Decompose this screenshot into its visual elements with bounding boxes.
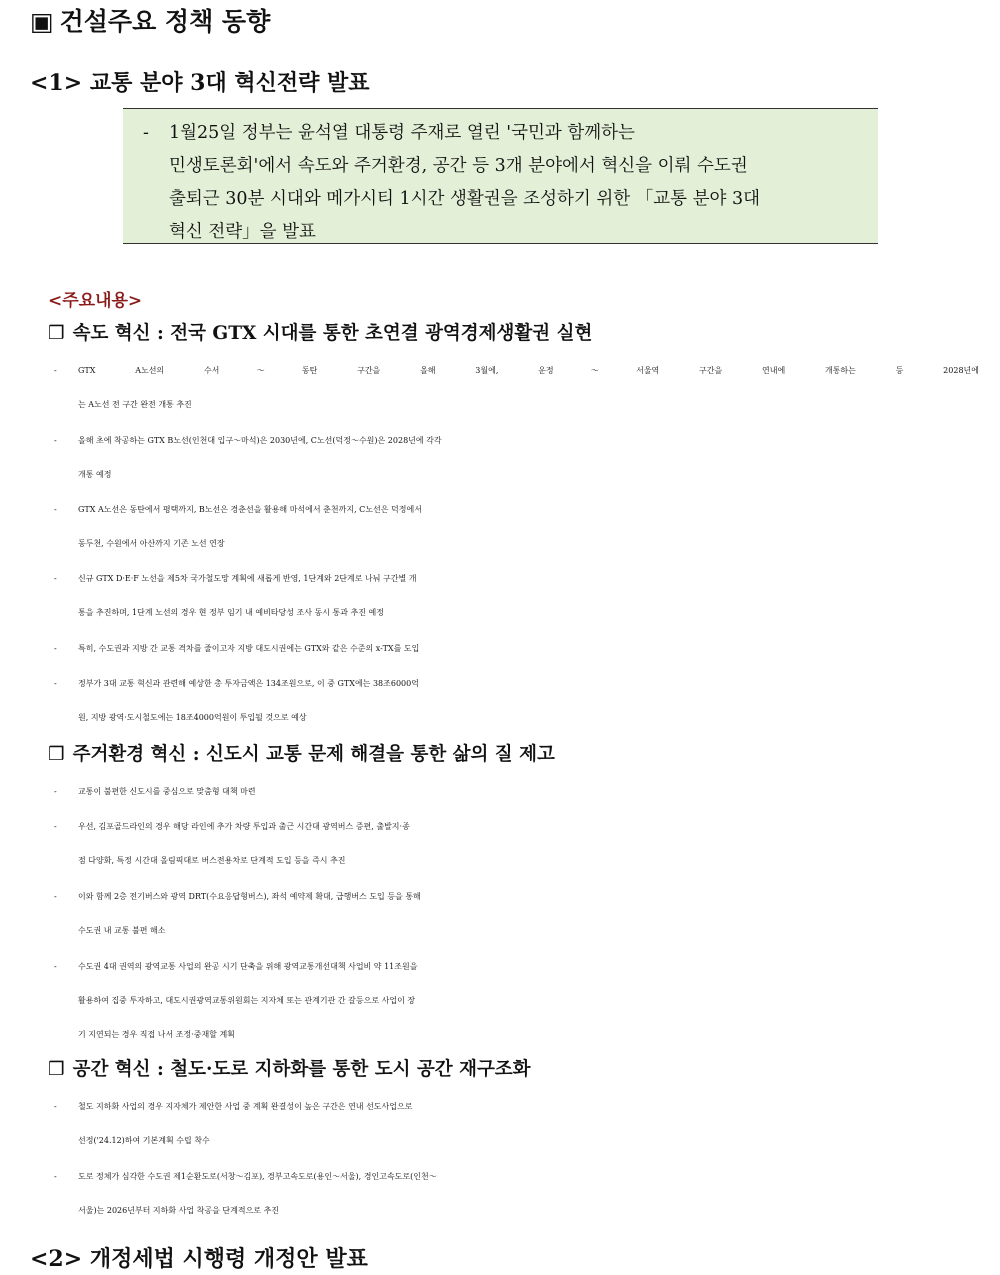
main-content-label: <주요내용> [48,291,143,311]
list-item: - GTX A노선은 동탄에서 평택까지, B노선은 경춘선을 활용해 마석에서 춘천까지, C노선은 덕정에서 동두천, 수원에서 아산까지 기존 노선 연장 [54,493,979,561]
list-item: - 이와 함께 2층 전기버스와 광역 DRT(수요응답형버스), 좌석 예약제 확대, 급행버스 도입 등을 통해 수도권 내 교통 불편 해소 [54,880,979,948]
dash-bullet: - [54,644,57,653]
page-title [30,2,270,38]
subsection-title-space: ❒ 공간 혁신 : 철도·도로 지하화를 통한 도시 공간 재구조화 [48,1059,531,1080]
dash-bullet: - [54,505,57,514]
dash-bullet: - [54,1172,57,1181]
list-item: - 교통이 불편한 신도시를 중심으로 맞춤형 대책 마련 [54,775,979,809]
dash-bullet: - [54,962,57,971]
section-1-title: <1> 교통 분야 3대 혁신전략 발표 [30,70,370,96]
dash-bullet: - [54,787,57,796]
list-item: - 철도 지하화 사업의 경우 지자체가 제안한 사업 중 계획 완결성이 높은 구간은 연내 선도사업으로 선정('24.12)하여 기본계획 수립 착수 [54,1090,979,1158]
summary-line: 출퇴근 30분 시대와 메가시티 1시간 생활권을 조성하기 위한 「교통 분야 3대 [169,189,761,209]
square-icon: ▣ [30,7,54,36]
page-title-text: 건설주요 정책 동향 [59,7,271,36]
dash-bullet: - [54,1102,57,1111]
dash-bullet: - [143,123,149,143]
section-2-title: <2> 개정세법 시행령 개정안 발표 [30,1246,368,1272]
list-item: - 신규 GTX D·E·F 노선을 제5차 국가철도망 계획에 새롭게 반영, 1단계와 2단계로 나눠 구간별 개 통을 추진하며, 1단계 노선의 경우 현 정부 임기 내 예비타당성 조사 동시 통과 추진 예정 [54,562,979,630]
checkbox-icon: ❒ [48,1059,65,1080]
dash-bullet: - [54,366,57,375]
summary-box [123,108,878,244]
subsection-title-speed: ❒ 속도 혁신 : 전국 GTX 시대를 통한 초연결 광역경제생활권 실현 [48,323,593,344]
dash-bullet: - [54,892,57,901]
list-item: - 우선, 김포골드라인의 경우 해당 라인에 추가 차량 투입과 출근 시간대 광역버스 증편, 출발지·종 점 다양화, 특정 시간대 올림픽대로 버스전용차로 단계적 도입 등을 즉시 추진 [54,810,979,878]
list-item: - 수도권 4대 권역의 광역교통 사업의 완공 시기 단축을 위해 광역교통개선대책 사업비 약 11조원을 활용하여 집중 투자하고, 대도시권광역교통위원회는 지자체 또는 관계기관 간 갈등으로 사업이 장 기 지연되는 경우 직접 나서 조정·중재할 계획 [54,950,979,1052]
summary-line: 민생토론회'에서 속도와 주거환경, 공간 등 3개 분야에서 혁신을 이뤄 수도권 [169,156,748,176]
list-item: - 특히, 수도권과 지방 간 교통 격차를 줄이고자 지방 대도시권에는 GTX와 같은 수준의 x-TX를 도입 [54,632,979,666]
dash-bullet: - [54,679,57,688]
list-item: - GTX A노선의 수서～동탄 구간을 올해 3월에, 운정～서울역 구간을 연내에 개통하는 등 2028년에 는 A노선 전 구간 완전 개통 추진 [54,354,979,422]
dash-bullet: - [54,574,57,583]
checkbox-icon: ❒ [48,744,65,765]
list-item: - 정부가 3대 교통 혁신과 관련해 예상한 총 투자금액은 134조원으로, 이 중 GTX에는 38조6000억 원, 지방 광역·도시철도에는 18조4000억원이 투입될 것으로 예상 [54,667,979,735]
subsection-title-living: ❒ 주거환경 혁신 : 신도시 교통 문제 해결을 통한 삶의 질 제고 [48,744,555,765]
summary-line: - 1월25일 정부는 윤석열 대통령 주재로 열린 '국민과 함께하는 [143,117,866,150]
summary-line: 혁신 전략」을 발표 [169,222,316,242]
dash-bullet: - [54,436,57,445]
checkbox-icon: ❒ [48,323,65,344]
dash-bullet: - [54,822,57,831]
list-item: - 도로 정체가 심각한 수도권 제1순환도로(서창～김포), 경부고속도로(용인～서울), 경인고속도로(인천～ 서울)는 2026년부터 지하화 사업 착공을 단계적으로 추진 [54,1160,979,1228]
list-item: - 올해 초에 착공하는 GTX B노선(인천대 입구～마석)은 2030년에, C노선(덕정～수원)은 2028년에 각각 개통 예정 [54,424,979,492]
